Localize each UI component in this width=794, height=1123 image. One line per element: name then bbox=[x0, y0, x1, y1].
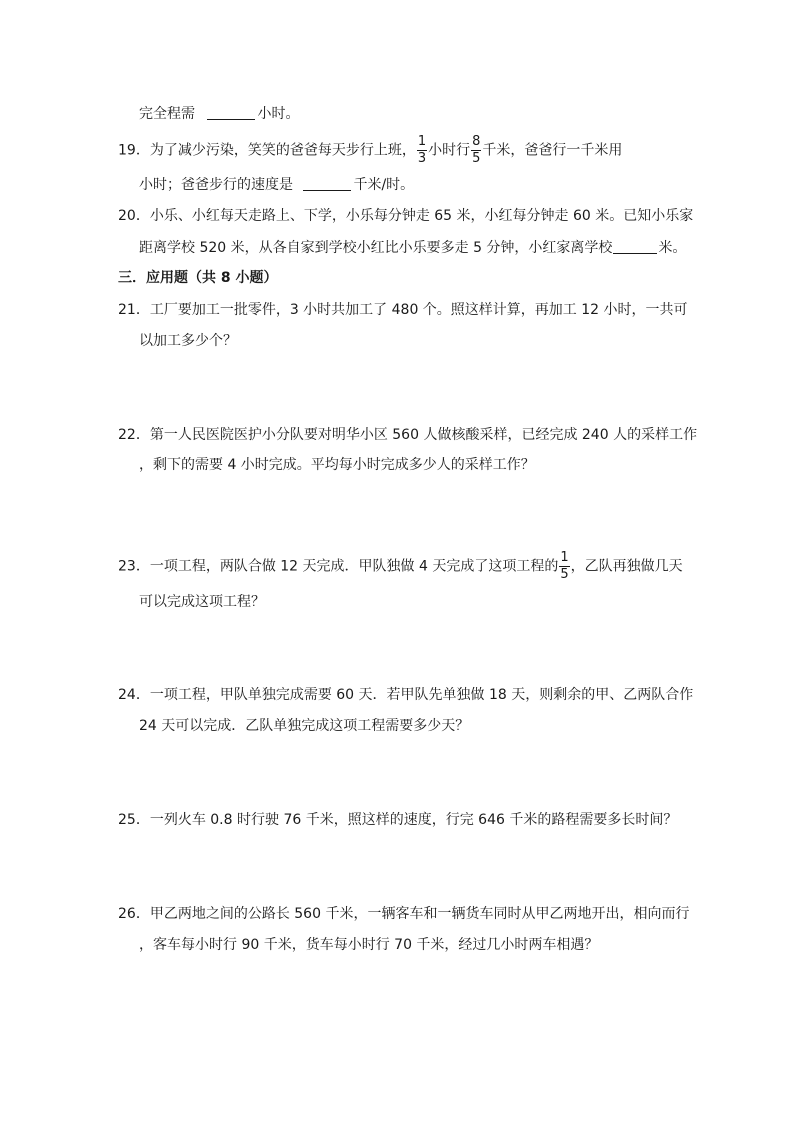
q26-number: 26． bbox=[118, 906, 150, 922]
q19-frac1-denominator: 3 bbox=[417, 151, 427, 166]
question-23-line-2: 可以完成这项工程？ bbox=[139, 594, 265, 610]
question-24-line-1 bbox=[118, 685, 693, 705]
q19-text-d: 小时；爸爸步行的速度是 bbox=[139, 177, 293, 193]
q19-fraction-1 bbox=[417, 134, 427, 167]
q20-answer-blank[interactable] bbox=[613, 239, 657, 254]
q18-text: 完全程需 bbox=[139, 106, 195, 122]
q23-text-b: ，乙队再独做几天 bbox=[570, 558, 683, 575]
q20-text-line-2: 距离学校 520 米，从各自家到学校小红比小乐要多走 5 分钟，小红家离学校 bbox=[139, 240, 613, 256]
question-19-line-2 bbox=[139, 175, 414, 195]
q19-frac2-denominator: 5 bbox=[472, 151, 481, 166]
q23-frac-numerator: 1 bbox=[560, 550, 569, 565]
q20-number: 20． bbox=[118, 208, 150, 224]
q23-fraction bbox=[559, 550, 569, 583]
question-25-line-1 bbox=[118, 810, 677, 830]
question-21-line-1 bbox=[118, 300, 688, 320]
q21-text-line-1: 工厂要加工一批零件，3 小时共加工了 480 个。照这样计算，再加工 12 小时，一共可 bbox=[149, 302, 688, 318]
question-26-line-1 bbox=[118, 904, 689, 924]
question-20-line-1 bbox=[118, 206, 693, 226]
question-26-line-2: ，客车每小时行 90 千米，货车每小时行 70 千米，经过几小时两车相遇？ bbox=[139, 937, 599, 953]
q24-text-line-1: 一项工程，甲队单独完成需要 60 天．若甲队先单独做 18 天，则剩余的甲、乙两队合作 bbox=[149, 687, 694, 703]
section-3-heading: 三．应用题（共 8 小题） bbox=[118, 270, 278, 286]
q23-text-a: 一项工程，两队合做 12 天完成．甲队独做 4 天完成了这项工程的 bbox=[149, 558, 559, 575]
q25-text-line-1: 一列火车 0.8 时行驶 76 千米，照这样的速度，行完 646 千米的路程需要多长时间？ bbox=[149, 812, 678, 828]
question-24-line-2: 24 天可以完成．乙队单独完成这项工程需要多少天？ bbox=[139, 718, 470, 734]
question-21-line-2: 以加工多少个？ bbox=[139, 333, 237, 349]
q26-text-line-1: 甲乙两地之间的公路长 560 千米，一辆客车和一辆货车同时从甲乙两地开出，相向而行 bbox=[149, 906, 690, 922]
q24-number: 24． bbox=[118, 687, 150, 703]
question-22-line-2: ，剩下的需要 4 小时完成。平均每小时完成多少人的采样工作？ bbox=[139, 457, 535, 473]
q23-frac-denominator: 5 bbox=[560, 567, 569, 582]
q19-text-a: 为了减少污染，笑笑的爸爸每天步行上班， bbox=[149, 142, 416, 159]
q19-number: 19． bbox=[118, 142, 150, 159]
q22-text-line-1: 第一人民医院医护小分队要对明华小区 560 人做核酸采样，已经完成 240 人的采样工作 bbox=[149, 427, 698, 443]
q19-frac1-numerator: 1 bbox=[417, 134, 427, 149]
q23-number: 23． bbox=[118, 558, 150, 575]
question-19-line-1 bbox=[118, 134, 622, 167]
q22-number: 22． bbox=[118, 427, 150, 443]
q19-answer-blank[interactable] bbox=[303, 176, 351, 191]
q25-number: 25． bbox=[118, 812, 150, 828]
q19-frac2-numerator: 8 bbox=[472, 134, 481, 149]
q19-text-b: 小时行 bbox=[428, 142, 471, 159]
q20-text-line-1: 小乐、小红每天走路上、下学，小乐每分钟走 65 米，小红每分钟走 60 米。已知小乐家 bbox=[149, 208, 694, 224]
q18-answer-blank[interactable] bbox=[207, 105, 255, 120]
q20-unit: 米。 bbox=[658, 240, 687, 256]
q19-text-e: 千米/时。 bbox=[353, 177, 415, 193]
question-23-line-1 bbox=[118, 550, 683, 583]
question-18-continuation bbox=[139, 104, 299, 124]
question-20-line-2 bbox=[139, 238, 686, 258]
q19-text-c: 千米，爸爸行一千米用 bbox=[482, 142, 623, 159]
q18-unit: 小时。 bbox=[257, 106, 300, 122]
question-22-line-1 bbox=[118, 425, 697, 445]
q19-fraction-2 bbox=[471, 134, 481, 167]
q21-number: 21． bbox=[118, 302, 150, 318]
